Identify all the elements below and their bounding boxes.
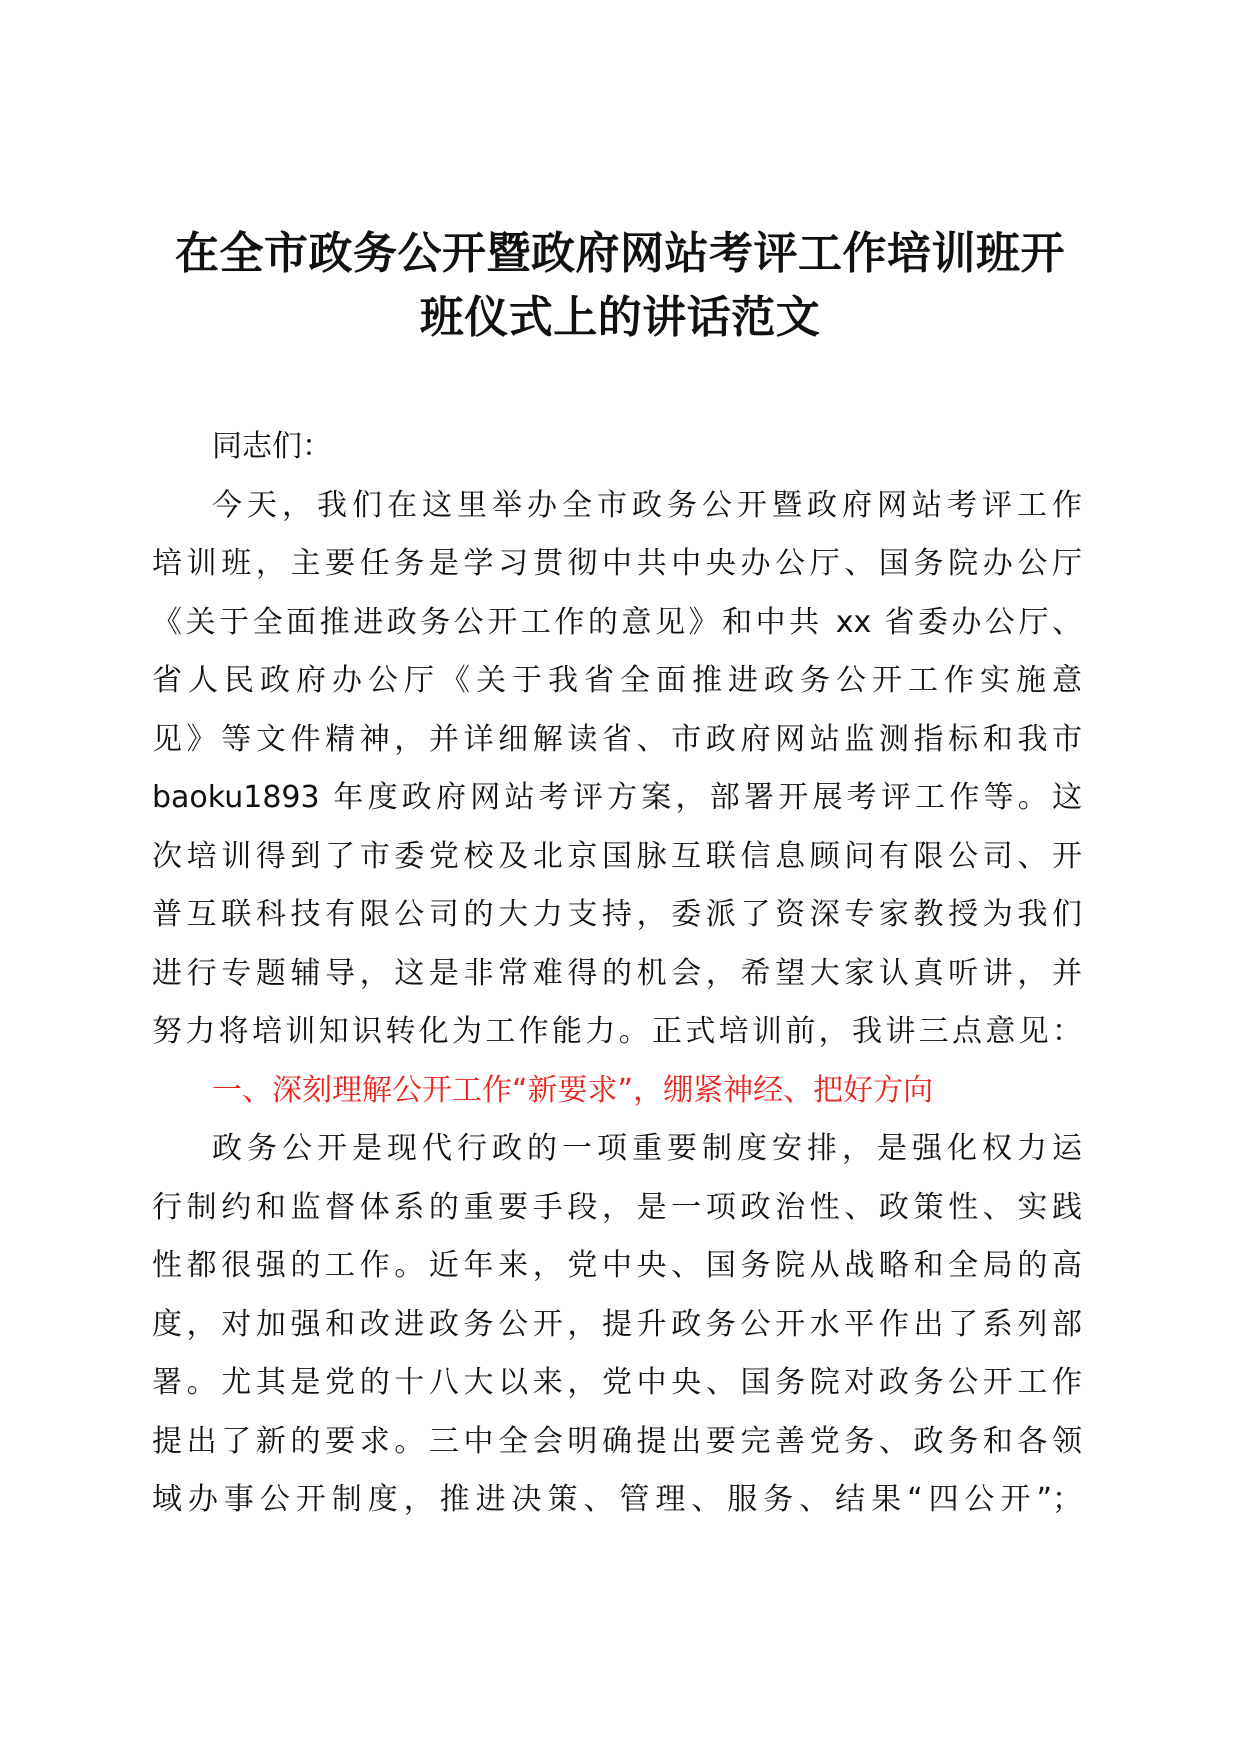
paragraph-line: 提出了新的要求。三中全会明确提出要完善党务、政务和各领 [152, 1423, 1082, 1459]
paragraph-line: 省人民政府办公厅《关于我省全面推进政务公开工作实施意 [152, 663, 1082, 698]
title-line: 在全市政务公开暨政府网站考评工作培训班开 [175, 228, 1065, 279]
paragraph-line: 性都很强的工作。近年来，党中央、国务院从战略和全局的高 [152, 1248, 1082, 1283]
paragraph-line: 普互联科技有限公司的大力支持，委派了资深专家教授为我们 [152, 897, 1082, 932]
paragraph-line: 次培训得到了市委党校及北京国脉互联信息顾问有限公司、开 [152, 838, 1082, 874]
paragraph-line: baoku1893 年度政府网站考评方案，部署开展考评工作等。这 [152, 780, 1082, 815]
document-title [150, 222, 1090, 350]
paragraph-line: 培训班，主要任务是学习贯彻中共中央办公厅、国务院办公厅 [152, 546, 1082, 581]
title-line: 班仪式上的讲话范文 [419, 292, 821, 343]
paragraph-line: 见》等文件精神，并详细解读省、市政府网站监测指标和我市 [152, 721, 1082, 757]
salutation: 同志们： [212, 429, 332, 464]
paragraph-line: 政务公开是现代行政的一项重要制度安排，是强化权力运 [212, 1131, 1082, 1166]
paragraph-line: 行制约和监督体系的重要手段，是一项政治性、政策性、实践 [152, 1189, 1082, 1225]
paragraph-line: 《关于全面推进政务公开工作的意见》和中共 xx 省委办公厅、 [152, 604, 1082, 640]
paragraph-line: 署。尤其是党的十八大以来，党中央、国务院对政务公开工作 [152, 1365, 1082, 1400]
document-body [152, 418, 1082, 1530]
paragraph-line: 努力将培训知识转化为工作能力。正式培训前，我讲三点意见： [152, 1014, 1082, 1049]
paragraph-line: 进行专题辅导，这是非常难得的机会，希望大家认真听讲，并 [152, 955, 1082, 991]
paragraph-line: 今天，我们在这里举办全市政务公开暨政府网站考评工作 [212, 487, 1082, 523]
paragraph-line: 域办事公开制度，推进决策、管理、服务、结果“四公开”； [152, 1482, 1082, 1517]
section-heading: 一、深刻理解公开工作“新要求”，绷紧神经、把好方向 [212, 1072, 934, 1108]
paragraph-line: 度，对加强和改进政务公开，提升政务公开水平作出了系列部 [152, 1306, 1082, 1342]
